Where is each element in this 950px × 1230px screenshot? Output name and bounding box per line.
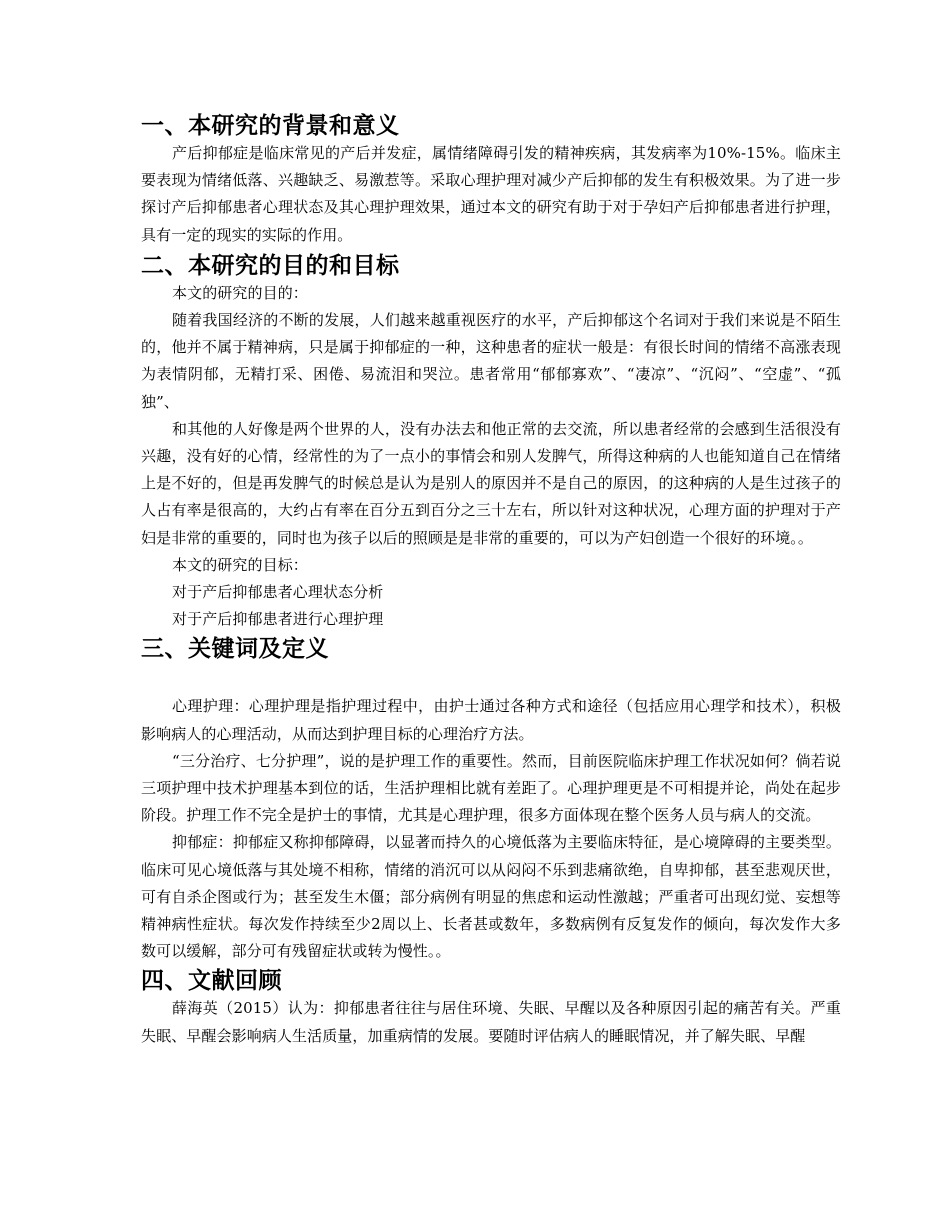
section-background [141,112,841,249]
paragraph: “三分治疗、七分护理”，说的是护理工作的重要性。然而，目前医院临床护理工作状况如何？倘若说三项护理中技术护理基本到位的话，生活护理相比就有差距了。心理护理更是不可相提并论，尚处在起步阶段。护理工作不完全是护士的事情，尤其是心理护理，很多方面体现在整个医务人员与病人的交流。 [141,751,841,825]
paragraph: 本文的研究的目的： [172,283,308,302]
paragraph: 对于产后抑郁患者进行心理护理 [172,610,384,629]
paragraph: 产后抑郁症是临床常见的产后并发症，属情绪障碍引发的精神疾病，其发病率为10%-15%。临床主要表现为情绪低落、兴趣缺乏、易激惹等。采取心理护理对减少产后抑郁的发生有积极效果。为了进一步探讨产后抑郁患者心理状态及其心理护理效果，通过本文的研究有助于对于孕妇产后抑郁患者进行护理，具有一定的现实的实际的作用。 [141,144,841,244]
paragraph: 心理护理：心理护理是指护理过程中，由护士通过各种方式和途径（包括应用心理学和技术），积极影响病人的心理活动，从而达到护理目标的心理治疗方法。 [141,697,841,743]
paragraph: 薛海英（2015）认为：抑郁患者往往与居住环境、失眠、早醒以及各种原因引起的痛苦有关。严重失眠、早醒会影响病人生活质量，加重病情的发展。要随时评估病人的睡眠情况，并了解失眠、早醒 [141,999,841,1045]
paragraph: 对于产后抑郁患者心理状态分析 [172,583,384,602]
paragraph: 随着我国经济的不断的发展，人们越来越重视医疗的水平，产后抑郁这个名词对于我们来说是不陌生的，他并不属于精神病，只是属于抑郁症的一种，这种患者的症状一般是：有很长时间的情绪不高涨表现为表情阴郁，无精打采、困倦、易流泪和哭泣。患者常用“郁郁寡欢”、“凄凉”、“沉闷”、“空虚”、“孤独”、 [141,311,841,411]
section-purpose-goals [141,252,841,634]
paragraph: 抑郁症：抑郁症又称抑郁障碍，以显著而持久的心境低落为主要临床特征，是心境障碍的主要类型。临床可见心境低落与其处境不相称，情绪的消沉可以从闷闷不乐到悲痛欲绝，自卑抑郁，甚至悲观厌世，可有自杀企图或行为；甚至发生木僵；部分病例有明显的焦虑和运动性激越；严重者可出现幻觉、妄想等精神病性症状。每次发作持续至少2周以上、长者甚或数年，多数病例有反复发作的倾向，每次发作大多数可以缓解，部分可有残留症状或转为慢性。。 [141,833,841,961]
paragraph: 本文的研究的目标： [172,555,308,574]
section-heading: 二、本研究的目的和目标 [141,252,400,279]
section-heading: 一、本研究的背景和意义 [141,113,400,139]
section-heading: 三、关键词及定义 [141,636,329,663]
section-literature-review [141,967,841,1049]
paragraph: 和其他的人好像是两个世界的人，没有办法去和他正常的去交流，所以患者经常的会感到生活很没有兴趣，没有好的心情，经常性的为了一点小的事情会和别人发脾气，所得这种病的人也能知道自己在情绪上是不好的，但是再发脾气的时候总是认为是别人的原因并不是自己的原因，的这种病的人是生过孩子的人占有率是很高的，大约占有率在百分五到百分之三十左右，所以针对这种状况，心理方面的护理对于产妇是非常的重要的，同时也为孩子以后的照顾是是非常的重要的，可以为产妇创造一个很好的环境。。 [141,419,841,547]
section-keywords-definitions [141,635,841,965]
document-page [141,112,841,1050]
spacer [141,663,841,693]
section-heading: 四、文献回顾 [141,968,282,995]
